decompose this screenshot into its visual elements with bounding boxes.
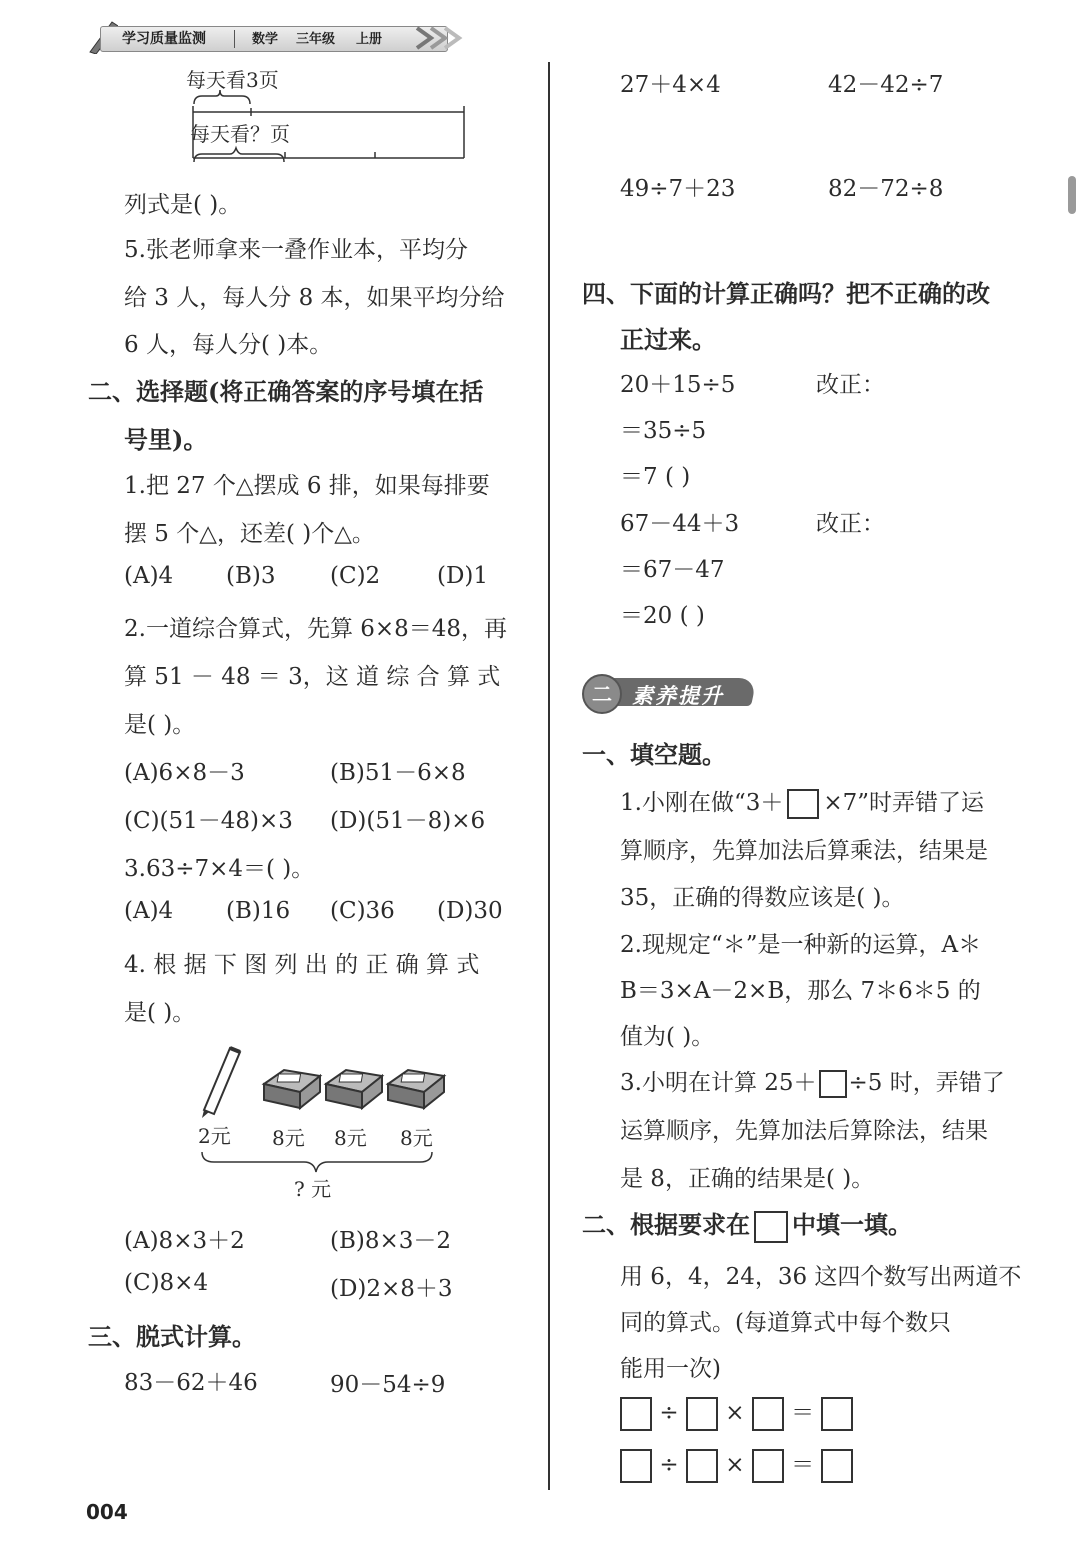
calc2-line1: 67－44＋3: [620, 511, 740, 537]
calc1-line3: ＝7 ( ): [620, 464, 691, 490]
calc1-line2: ＝35÷5: [620, 418, 707, 444]
q5-line2: 给 3 人，每人分 8 本，如果平均分给: [124, 285, 505, 311]
equation-box[interactable]: [686, 1449, 718, 1483]
scrollbar-thumb[interactable]: [1068, 176, 1076, 214]
diagram-bottom-label: 每天看？页: [190, 122, 290, 146]
fill3-line2: 运算顺序，先算加法后算除法，结果: [620, 1118, 988, 1144]
choice2-option-b: (B)51－6×8: [330, 760, 466, 786]
header-volume: 上册: [356, 32, 383, 47]
choice3-option-d: (D)30: [437, 898, 503, 924]
badge-text: 素养提升: [632, 683, 724, 708]
fill1-line1: [620, 784, 984, 819]
fill1-prefix: 1.小刚在做“3＋: [620, 790, 784, 816]
ext-section2-box: [754, 1211, 788, 1243]
choice2-option-d: (D)(51－8)×6: [330, 808, 486, 834]
page-number: 004: [86, 1500, 128, 1524]
choice4-option-a: (A)8×3＋2: [124, 1228, 245, 1254]
section4-title-cont: 正过来。: [620, 325, 716, 354]
section4-title: 四、下面的计算正确吗？把不正确的改: [582, 279, 990, 308]
equation-op-equals: ＝: [791, 1452, 815, 1478]
choice2-option-c: (C)(51－48)×3: [124, 808, 293, 834]
fill2-line1: 2.现规定“＊”是一种新的运算，A＊: [620, 932, 982, 958]
choice1-option-c: (C)2: [330, 563, 381, 589]
calc1-line1: 20＋15÷5: [620, 372, 736, 398]
calc2-line2: ＝67－47: [620, 557, 725, 583]
section3-expr-4: 42－42÷7: [828, 72, 944, 98]
book-icon: [264, 1070, 320, 1108]
choice3-option-a: (A)4: [124, 898, 174, 924]
equation-op-times: ×: [725, 1452, 745, 1478]
section3-expr-1: 83－62＋46: [124, 1370, 258, 1396]
total-label: ? 元: [294, 1177, 332, 1201]
header-subject: 数学: [252, 32, 279, 47]
book-icon: [326, 1070, 382, 1108]
choice4-option-c: (C)8×4: [124, 1270, 209, 1296]
q5-line3: 6 人，每人分( )本。: [124, 332, 333, 358]
section3-expr-6: 82－72÷8: [828, 176, 944, 202]
fill3-prefix: 3.小明在计算 25＋: [620, 1070, 817, 1096]
fill3-line1: [620, 1064, 1005, 1098]
fill3-suffix: ÷5 时，弄错了: [848, 1070, 1005, 1096]
equation-row-2: [620, 1446, 853, 1483]
fill3-line3: 是 8，正确的结果是( )。: [620, 1166, 875, 1192]
section3-title: 三、脱式计算。: [88, 1322, 256, 1351]
ext-section2-line4: 能用一次): [620, 1356, 721, 1382]
fill2-line2: B＝3×A－2×B，那么 7＊6＊5 的: [620, 978, 981, 1004]
choice1-line1: 1.把 27 个△摆成 6 排，如果每排要: [124, 473, 490, 499]
choice1-line2: 摆 5 个△，还差( )个△。: [124, 521, 375, 547]
price-book-1: 8元: [272, 1126, 305, 1150]
choice1-option-d: (D)1: [437, 563, 489, 589]
header-bar: [88, 18, 470, 54]
fill1-line2: 算顺序，先算加法后算乘法，结果是: [620, 838, 988, 864]
equation-op-equals: ＝: [791, 1400, 815, 1426]
badge-number: 二: [582, 674, 622, 714]
choice2-line3: 是( )。: [124, 712, 196, 738]
choice2-option-a: (A)6×8－3: [124, 760, 245, 786]
equation-op-divide: ÷: [659, 1452, 679, 1478]
equation-op-times: ×: [725, 1400, 745, 1426]
choice4-line1: 4. 根 据 下 图 列 出 的 正 确 算 式: [124, 952, 480, 978]
ext-section2-prefix: 二、根据要求在: [582, 1210, 750, 1239]
price-pencil: 2元: [198, 1124, 231, 1148]
choice3-option-b: (B)16: [226, 898, 291, 924]
choice2-line1: 2.一道综合算式，先算 6×8＝48，再: [124, 616, 508, 642]
section2-title-cont: 号里)。: [124, 425, 208, 454]
choice4-line2: 是( )。: [124, 1000, 196, 1026]
chevrons-icon: [413, 24, 469, 52]
fill2-line3: 值为( )。: [620, 1024, 715, 1050]
price-book-3: 8元: [400, 1126, 433, 1150]
fill1-suffix: ×7”时弄错了运: [823, 790, 985, 816]
choice2-line2: 算 51 － 48 ＝ 3，这 道 综 合 算 式: [124, 664, 501, 690]
equation-box[interactable]: [752, 1397, 784, 1431]
ext-section2-title: [582, 1205, 912, 1243]
calc1-correct-label: 改正：: [816, 372, 885, 398]
choice3-line1: 3.63÷7×4＝( )。: [124, 856, 315, 882]
equation-op-divide: ÷: [659, 1400, 679, 1426]
fill1-blank-box[interactable]: [787, 789, 819, 819]
column-divider: [548, 62, 550, 1490]
price-book-2: 8元: [334, 1126, 367, 1150]
pencil-icon: [202, 1048, 240, 1118]
choice4-option-b: (B)8×3－2: [330, 1228, 452, 1254]
total-brace: [200, 1150, 436, 1174]
formula-line: 列式是( )。: [124, 192, 242, 218]
calc2-correct-label: 改正：: [816, 511, 885, 537]
pencil-and-books-illustration: [196, 1040, 456, 1120]
choice3-option-c: (C)36: [330, 898, 395, 924]
fill1-line3: 35，正确的得数应该是( )。: [620, 885, 905, 911]
ext-section2-suffix: 中填一填。: [792, 1210, 912, 1239]
ext-section2-line2: 用 6，4，24，36 这四个数写出两道不: [620, 1264, 1022, 1290]
section3-expr-2: 90－54÷9: [330, 1372, 446, 1398]
equation-box[interactable]: [821, 1397, 853, 1431]
equation-box[interactable]: [620, 1397, 652, 1431]
equation-box[interactable]: [686, 1397, 718, 1431]
book-icon: [388, 1070, 444, 1108]
header-series: 学习质量监测: [122, 31, 206, 47]
equation-box[interactable]: [821, 1449, 853, 1483]
choice1-option-a: (A)4: [124, 563, 174, 589]
diagram-top-label: 每天看3页: [186, 68, 279, 92]
calc2-line3: ＝20 ( ): [620, 603, 705, 629]
section-badge: [582, 674, 758, 712]
ext-section2-line3: 同的算式。(每道算式中每个数只: [620, 1310, 951, 1336]
fill3-blank-box[interactable]: [819, 1070, 847, 1098]
choice4-option-d: (D)2×8＋3: [330, 1276, 453, 1302]
section2-title: 二、选择题(将正确答案的序号填在括: [88, 377, 484, 406]
choice1-option-b: (B)3: [226, 563, 276, 589]
section3-expr-5: 49÷7＋23: [620, 176, 736, 202]
section3-expr-3: 27＋4×4: [620, 72, 721, 98]
equation-box[interactable]: [752, 1449, 784, 1483]
header-grade: 三年级: [296, 32, 336, 47]
equation-box[interactable]: [620, 1449, 652, 1483]
ext-section1-title: 一、填空题。: [582, 740, 726, 769]
q5-line1: 5.张老师拿来一叠作业本，平均分: [124, 237, 468, 263]
equation-row-1: [620, 1394, 853, 1431]
